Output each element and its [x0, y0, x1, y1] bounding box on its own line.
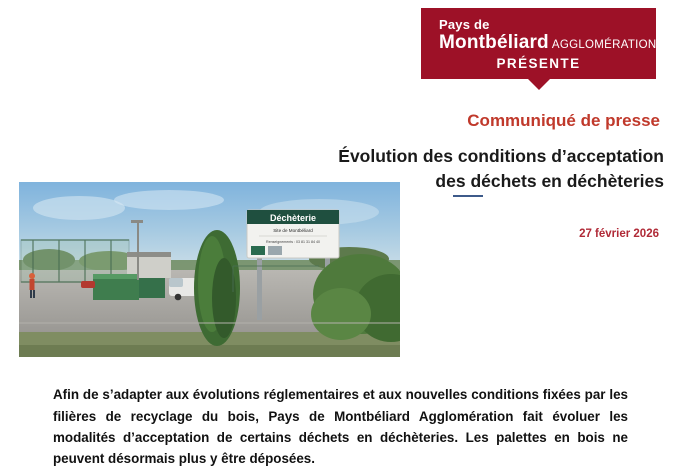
- logo-line-pays-de: Pays de: [439, 17, 490, 32]
- title-underline-accent: [453, 195, 483, 197]
- page-title-line-2: des déchets en déchèteries: [435, 170, 664, 191]
- svg-text:Renseignements : 03 81 31 84 4: Renseignements : 03 81 31 84 40: [266, 240, 320, 244]
- dechetterie-sign: [247, 210, 339, 258]
- press-release-label: Communiqué de presse: [467, 111, 660, 130]
- page-title-line-1: Évolution des conditions d’acceptation: [338, 146, 664, 166]
- svg-text:Site de Montbéliard: Site de Montbéliard: [273, 228, 313, 233]
- logo-word-montbeliard: Montbéliard: [439, 31, 549, 53]
- publication-date: 27 février 2026: [579, 228, 659, 240]
- photo-illustration: [19, 182, 400, 357]
- svg-text:Déchèterie: Déchèterie: [269, 213, 317, 223]
- logo-word-agglomeration: AGGLOMÉRATION: [551, 38, 657, 51]
- intro-paragraph: Afin de s’adapter aux évolutions réglementaires et aux nouvelles conditions fixées par les filières de recyclage du bois, Pays de Montbéliard Agglomération fait évoluer les modalités d’acceptation de certains déchets en déchèteries. Les palettes en bois ne peuvent désormais plus y être déposées.: [53, 387, 628, 466]
- logo-line-montbeliard-agglomeration: [421, 33, 656, 54]
- page-title-line-2-wrapper: [435, 169, 664, 194]
- photo-dechetterie-entrance: [19, 182, 400, 357]
- logo-presente-label: PRÉSENTE: [496, 55, 581, 71]
- agglomeration-logo-banner: [421, 8, 656, 79]
- logo-pointer-triangle: [528, 79, 550, 90]
